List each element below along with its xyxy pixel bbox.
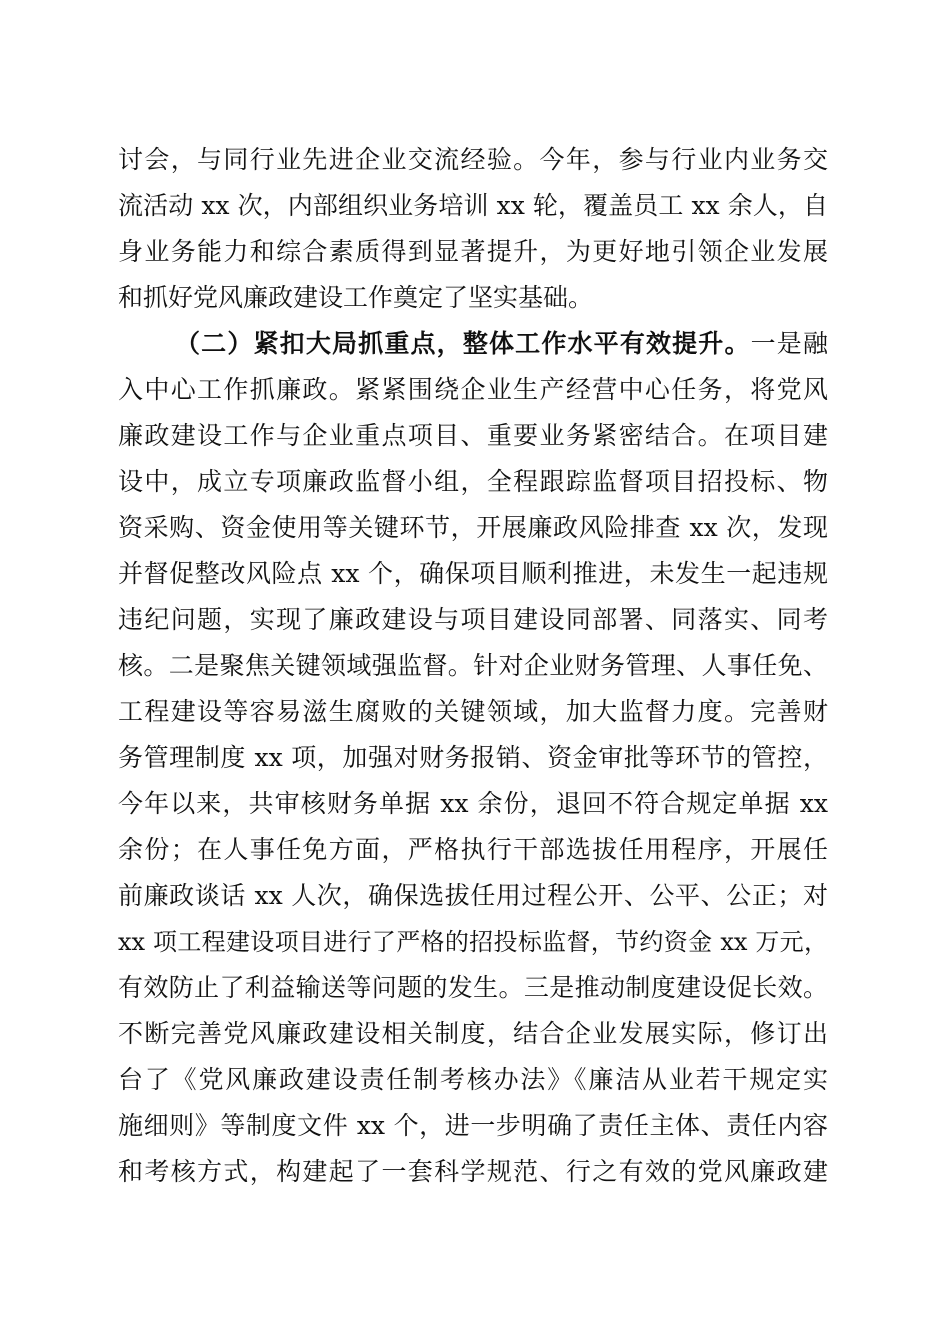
text-line: 施细则》等制度文件 xx 个，进一步明确了责任主体、责任内容 <box>118 1111 828 1140</box>
text-line: 廉政建设工作与企业重点项目、重要业务紧密结合。在项目建 <box>118 421 828 450</box>
text-line: 并督促整改风险点 xx 个，确保项目顺利推进，未发生一起违规 <box>118 559 828 588</box>
text-line: 务管理制度 xx 项，加强对财务报销、资金审批等环节的管控， <box>118 743 828 772</box>
text-line: 和考核方式，构建起了一套科学规范、行之有效的党风廉政建 <box>118 1157 828 1186</box>
text-line: 不断完善党风廉政建设相关制度，结合企业发展实际，修订出 <box>118 1019 828 1048</box>
text-line: 余份；在人事任免方面，严格执行干部选拔任用程序，开展任 <box>118 835 828 864</box>
text-line: 工程建设等容易滋生腐败的关键领域，加大监督力度。完善财 <box>118 697 828 726</box>
text-line: 台了《党风廉政建设责任制考核办法》《廉洁从业若干规定实 <box>118 1065 828 1094</box>
section-heading-line <box>175 324 828 364</box>
text-line: 资采购、资金使用等关键环节，开展廉政风险排查 xx 次，发现 <box>118 513 828 542</box>
text-line: 设中，成立专项廉政监督小组，全程跟踪监督项目招投标、物 <box>118 467 828 496</box>
text-line: 有效防止了利益输送等问题的发生。三是推动制度建设促长效。 <box>118 973 828 1002</box>
text-line: 违纪问题，实现了廉政建设与项目建设同部署、同落实、同考 <box>118 605 828 634</box>
text-line: 和抓好党风廉政建设工作奠定了坚实基础。 <box>118 283 594 312</box>
heading-line-rest: 一是融 <box>750 329 828 358</box>
text-line: 流活动 xx 次，内部组织业务培训 xx 轮，覆盖员工 xx 余人，自 <box>118 191 828 220</box>
text-line: 核。二是聚焦关键领域强监督。针对企业财务管理、人事任免、 <box>118 651 828 680</box>
text-line: 身业务能力和综合素质得到显著提升，为更好地引领企业发展 <box>118 237 828 266</box>
text-line: 今年以来，共审核财务单据 xx 余份，退回不符合规定单据 xx <box>118 789 828 818</box>
section-heading: （二）紧扣大局抓重点，整体工作水平有效提升。 <box>175 329 751 358</box>
text-line: 入中心工作抓廉政。紧紧围绕企业生产经营中心任务，将党风 <box>118 375 828 404</box>
text-line: 前廉政谈话 xx 人次，确保选拔任用过程公开、公平、公正；对 <box>118 881 828 910</box>
text-line: 讨会，与同行业先进企业交流经验。今年，参与行业内业务交 <box>118 145 828 174</box>
text-line: xx 项工程建设项目进行了严格的招投标监督，节约资金 xx 万元， <box>118 928 828 956</box>
